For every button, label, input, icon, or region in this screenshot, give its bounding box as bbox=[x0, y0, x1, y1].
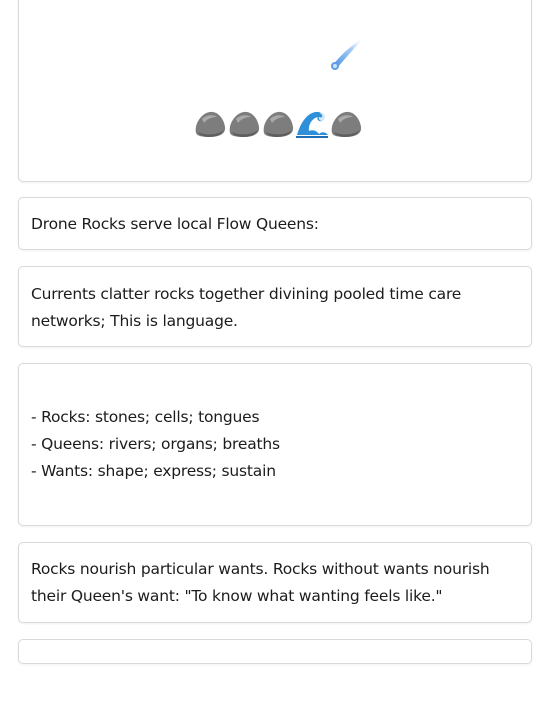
rock-icon bbox=[193, 107, 227, 139]
paragraph-text: Currents clatter rocks together divining pooled time care networks; This is language. bbox=[31, 285, 462, 330]
paragraph-card bbox=[18, 197, 532, 250]
illustration-card bbox=[18, 0, 532, 182]
wave-icon bbox=[295, 107, 329, 139]
list-item: - Queens: rivers; organs; breaths bbox=[31, 435, 280, 453]
list-card bbox=[18, 363, 532, 526]
list-item: - Rocks: stones; cells; tongues bbox=[31, 408, 260, 426]
rock-icon bbox=[329, 107, 363, 139]
list-item: - Wants: shape; express; sustain bbox=[31, 462, 276, 480]
list bbox=[19, 364, 531, 485]
paragraph-card bbox=[18, 266, 532, 347]
empty-card bbox=[18, 639, 532, 664]
paragraph-card bbox=[18, 542, 532, 623]
comet-icon bbox=[329, 35, 369, 71]
paragraph-text: Rocks nourish particular wants. Rocks without wants nourish their Queen's want: "To know what wanting feels like." bbox=[31, 560, 490, 605]
rock-icon bbox=[261, 107, 295, 139]
rock-icon bbox=[227, 107, 261, 139]
emoji-sequence bbox=[193, 107, 363, 139]
paragraph-text: Drone Rocks serve local Flow Queens: bbox=[31, 215, 319, 233]
